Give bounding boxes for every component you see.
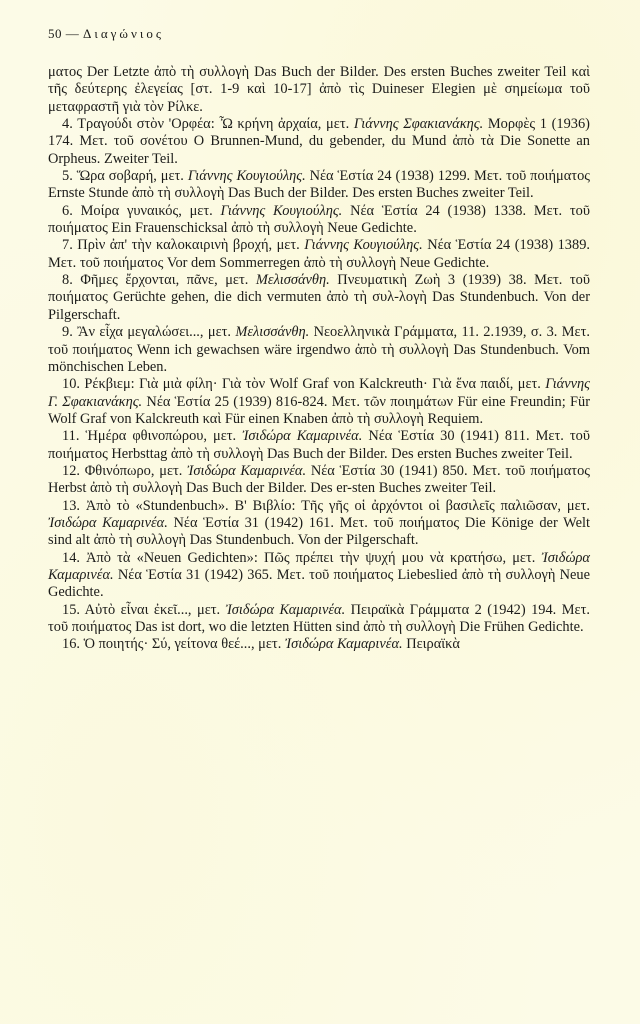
bibliography-list <box>48 116 590 654</box>
entry-translator: Μελισσάνθη. <box>235 324 310 341</box>
entry-number: 9. <box>62 324 73 341</box>
entry-number: 5. <box>62 168 73 185</box>
page-body <box>48 64 590 654</box>
entry-title: Αὐτὸ εἶναι ἐκεῖ..., μετ. <box>84 601 221 618</box>
entry-translator: Γιάννης Γ. Σφακιανάκης. <box>48 376 590 410</box>
entry-number: 11. <box>62 428 80 445</box>
entry-title: Ἡμέρα φθινοπώρου, μετ. <box>85 428 237 445</box>
entry-publication: Πειραϊκὰ Γράμματα 2 (1942) 194. Μετ. τοῦ ποιήματος Das ist dort, wo die letzten Hütten sind ἀπὸ τὴ συλλογὴ Die Frühen Gedichte. <box>48 601 590 635</box>
entry-publication: Νέα Ἑστία 24 (1938) 1299. Μετ. τοῦ ποιήματος Ernste Stunde ἀπὸ τὴ συλλογὴ Das Buch der Bilder. Des ersten Buches zweiter Teil. <box>48 168 590 202</box>
entry-number: 14. <box>62 549 80 566</box>
entry-publication: Νεοελληνικὰ Γράμματα, 11. 2.1939, σ. 3. Μετ. τοῦ ποιήματος Wenn ich gewachsen wäre irgendwo ἀπὸ τὴ συλλογὴ Das Stundenbuch. Vom mönchischen Leben. <box>48 324 590 375</box>
entry-title: Ἀπὸ τὰ «Neuen Gedichten»: Πῶς πρέπει τὴν ψυχή μου νὰ κρατήσω, μετ. <box>86 549 536 566</box>
entry-translator: Γιάννης Κουγιούλης. <box>187 168 306 185</box>
entry-translator: Ἰσιδώρα Καμαρινέα. <box>242 428 363 445</box>
bibliography-entry <box>48 272 590 324</box>
entry-title: Τραγούδι στὸν 'Ορφέα: Ὦ κρήνη ἀρχαία, μετ. <box>77 116 350 133</box>
bibliography-entry <box>48 550 590 602</box>
entry-title: Φθινόπωρο, μετ. <box>84 462 183 479</box>
entry-number: 6. <box>62 202 73 219</box>
entry-translator: Ἰσιδώρα Καμαρινέα. <box>48 514 168 531</box>
entry-publication: Πειραϊκὰ <box>406 636 460 653</box>
entry-publication: Νέα Ἑστία 24 (1938) 1389. Μετ. τοῦ ποιήματος Vor dem Sommerregen ἀπὸ τὴ συλλογὴ Neue Gedichte. <box>48 237 590 271</box>
bibliography-entry <box>48 237 590 272</box>
entry-publication: Νέα Ἑστία 30 (1941) 850. Μετ. τοῦ ποιήματος Herbst ἀπὸ τὴ συλλογὴ Das Buch der Bilder. Des er-sten Buches zweiter Teil. <box>48 462 590 497</box>
bibliography-entry <box>48 498 590 550</box>
entry-number: 15. <box>62 601 80 618</box>
entry-title: Μοίρα γυναικός, μετ. <box>80 202 213 219</box>
entry-translator: Ἰσιδώρα Καμαρινέα. <box>187 462 307 479</box>
entry-number: 12. <box>62 462 80 479</box>
page-number: 50 <box>48 26 62 41</box>
entry-translator: Μελισσάνθη. <box>255 272 330 289</box>
entry-title: Ρέκβιεμ: Γιὰ μιὰ φίλη· Γιὰ τὸν Wolf Graf von Kalckreuth· Γιὰ ἕνα παιδί, μετ. <box>84 376 541 393</box>
entry-publication: Νέα Ἑστία 31 (1942) 161. Μετ. τοῦ ποιήματος Die Könige der Welt sind alt ἀπὸ τὴ συλλογὴ Das Stundenbuch. Von der Pilgerschaft. <box>48 514 590 549</box>
journal-title: Διαγώνιος <box>83 26 164 41</box>
bibliography-entry <box>48 463 590 498</box>
entry-publication: Νέα Ἑστία 30 (1941) 811. Μετ. τοῦ ποιήματος Herbsttag ἀπὸ τὴ συλλογὴ Das Buch der Bilder. Des ersten Buches zweiter Teil. <box>48 428 590 462</box>
entry-title: Ἀπὸ τὸ «Stundenbuch». Β' Βιβλίο: Τῆς γῆς οἱ ἀρχόντοι οἱ βασιλεῖς παλιῶσαν, μετ. <box>85 497 590 514</box>
entry-number: 10. <box>62 376 80 393</box>
continued-paragraph: ματος Der Letzte ἀπὸ τὴ συλλογὴ Das Buch der Bilder. Des ersten Buches zweiter Teil καὶ τῆς δεύτερης ἐλεγείας [στ. 1-9 καὶ 10-17] ἀπὸ τὶς Duineser Elegien μὲ σημείωμα τοῦ μεταφραστῆ γιὰ τὸν Ρίλκε. <box>48 64 590 115</box>
bibliography-entry <box>48 636 590 653</box>
entry-title: Ἂν εἶχα μεγαλώσει..., μετ. <box>77 324 232 341</box>
bibliography-entry <box>48 203 590 238</box>
entry-number: 13. <box>62 497 80 514</box>
entry-number: 8. <box>62 272 73 289</box>
entry-number: 7. <box>62 237 73 254</box>
entry-publication: Πνευματικὴ Ζωὴ 3 (1939) 38. Μετ. τοῦ ποιήματος Gerüchte gehen, die dich vermuten ἀπὸ τὴ συλ-λογὴ Das Stundenbuch. Von der Pilgerschaft. <box>48 272 590 323</box>
entry-translator: Ἰσιδώρα Καμαρινέα. <box>225 601 346 618</box>
bibliography-entry <box>48 376 590 428</box>
entry-translator: Γιάννης Κουγιούλης. <box>304 237 423 254</box>
entry-number: 4. <box>62 116 73 133</box>
entry-publication: Νέα Ἑστία 24 (1938) 1338. Μετ. τοῦ ποιήματος Ein Frauenschicksal ἀπὸ τὴ συλλογὴ Neue Gedichte. <box>48 202 590 237</box>
header-dash: — <box>65 26 80 41</box>
entry-publication: Νέα Ἑστία 31 (1942) 365. Μετ. τοῦ ποιήματος Liebeslied ἀπὸ τὴ συλλογὴ Neue Gedichte. <box>48 566 590 601</box>
entry-translator: Γιάννης Κουγιούλης. <box>220 202 343 219</box>
bibliography-entry <box>48 602 590 637</box>
entry-translator: Γιάννης Σφακιανάκης. <box>353 116 484 133</box>
entry-translator: Ἰσιδώρα Καμαρινέα. <box>48 549 590 583</box>
bibliography-entry <box>48 428 590 463</box>
running-head <box>48 26 164 42</box>
bibliography-entry <box>48 168 590 203</box>
entry-publication: Νέα Ἑστία 25 (1939) 816-824. Μετ. τῶν ποιημάτων Für eine Freundin; Für Wolf Graf von Kalckreuth καὶ Für einen Knaben ἀπὸ τὴ συλλογὴ Requiem. <box>48 393 590 427</box>
entry-number: 16. <box>62 636 80 653</box>
entry-title: Φῆμες ἔρχονται, πᾶνε, μετ. <box>80 272 249 289</box>
bibliography-entry <box>48 324 590 376</box>
entry-title: Πρὶν ἀπ' τὴν καλοκαιρινὴ βροχή, μετ. <box>77 237 300 254</box>
entry-title: Ὁ ποιητής· Σύ, γείτονα θεέ..., μετ. <box>83 636 282 653</box>
bibliography-entry <box>48 116 590 168</box>
entry-publication: Μορφὲς 1 (1936) 174. Μετ. τοῦ σονέτου O Brunnen-Mund, du gebender, du Mund ἀπὸ τὰ Die Sonette an Orpheus. Zweiter Teil. <box>48 116 590 167</box>
entry-title: Ὥρα σοβαρή, μετ. <box>76 168 184 185</box>
entry-translator: Ἰσιδώρα Καμαρινέα. <box>284 636 403 653</box>
